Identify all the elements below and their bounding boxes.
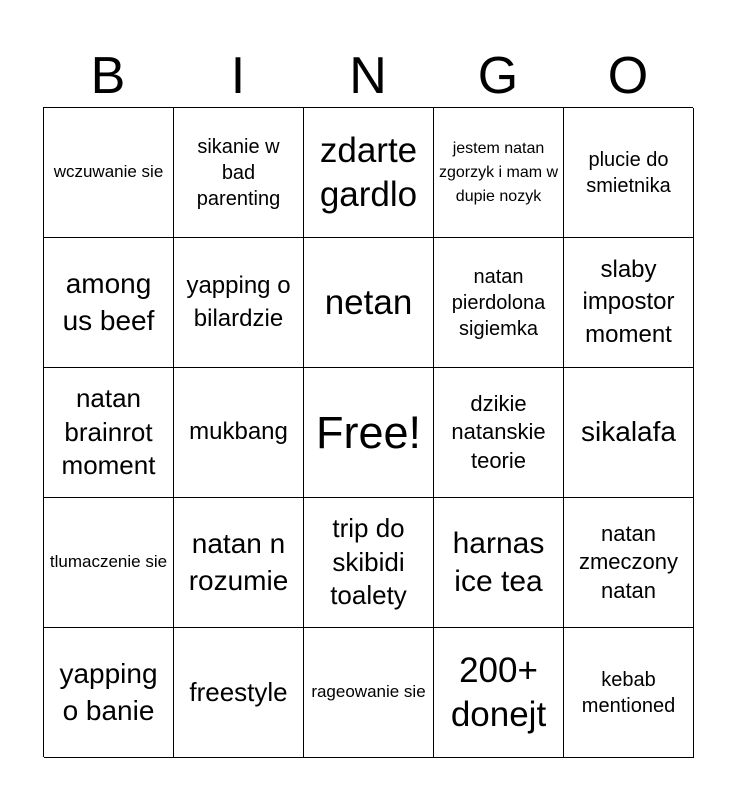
cell-text: trip do skibidi toalety	[330, 512, 407, 611]
bingo-cell[interactable]	[304, 238, 434, 368]
cell-text: tlumaczenie sie	[49, 552, 168, 572]
cell-text: jestem natan zgorzyk i mam w dupie nozyk	[438, 139, 559, 205]
cell-text: sikanie w bad parenting	[196, 135, 281, 210]
bingo-cell[interactable]	[434, 238, 564, 368]
bingo-cell-free[interactable]	[304, 368, 434, 498]
cell-text: wczuwanie sie	[53, 162, 164, 182]
bingo-cell[interactable]	[304, 108, 434, 238]
bingo-cell[interactable]	[174, 238, 304, 368]
bingo-cell[interactable]	[564, 108, 694, 238]
header-letter-n: N	[349, 47, 387, 105]
cell-text: plucie do smietnika	[586, 148, 671, 197]
bingo-cell[interactable]	[174, 498, 304, 628]
cell-text: mukbang	[189, 418, 288, 446]
header-letter-o: O	[607, 47, 649, 105]
bingo-cell[interactable]	[44, 628, 174, 758]
cell-text: Free!	[315, 406, 422, 458]
cell-text: 200+ donejt	[450, 650, 547, 734]
bingo-header	[43, 40, 693, 108]
cell-text: freestyle	[189, 676, 288, 707]
cell-text: rageowanie sie	[311, 682, 426, 702]
bingo-cell[interactable]	[564, 498, 694, 628]
cell-text: harnas ice tea	[452, 527, 545, 598]
cell-text: slaby impostor moment	[582, 255, 675, 348]
bingo-cell[interactable]	[564, 628, 694, 758]
cell-text: natan zmeczony natan	[578, 520, 679, 603]
cell-text: sikalafa	[581, 416, 676, 448]
cell-text: kebab mentioned	[581, 668, 676, 717]
bingo-cell[interactable]	[564, 238, 694, 368]
cell-text: natan pierdolona sigiemka	[451, 265, 546, 340]
header-letter-b: B	[90, 47, 126, 105]
bingo-cell[interactable]	[434, 368, 564, 498]
header-letter-i: I	[230, 47, 246, 105]
cell-text: netan	[324, 282, 413, 322]
cell-text: yapping o bilardzie	[186, 272, 291, 332]
cell-text: natan brainrot moment	[61, 382, 156, 481]
bingo-cell[interactable]	[564, 368, 694, 498]
bingo-cell[interactable]	[174, 368, 304, 498]
bingo-board	[43, 107, 693, 757]
bingo-cell[interactable]	[44, 368, 174, 498]
bingo-cell[interactable]	[174, 108, 304, 238]
bingo-cell[interactable]	[44, 238, 174, 368]
cell-text: dzikie natanskie teorie	[451, 390, 546, 473]
bingo-cell[interactable]	[434, 108, 564, 238]
header-letter-g: G	[477, 47, 519, 105]
bingo-cell[interactable]	[434, 498, 564, 628]
bingo-cell[interactable]	[174, 628, 304, 758]
bingo-cell[interactable]	[434, 628, 564, 758]
bingo-cell[interactable]	[304, 498, 434, 628]
cell-text: natan n rozumie	[188, 528, 289, 596]
bingo-cell[interactable]	[44, 108, 174, 238]
bingo-cell[interactable]	[304, 628, 434, 758]
cell-text: among us beef	[62, 268, 155, 336]
cell-text: zdarte gardlo	[319, 130, 418, 214]
cell-text: yapping o banie	[59, 658, 158, 726]
bingo-cell[interactable]	[44, 498, 174, 628]
